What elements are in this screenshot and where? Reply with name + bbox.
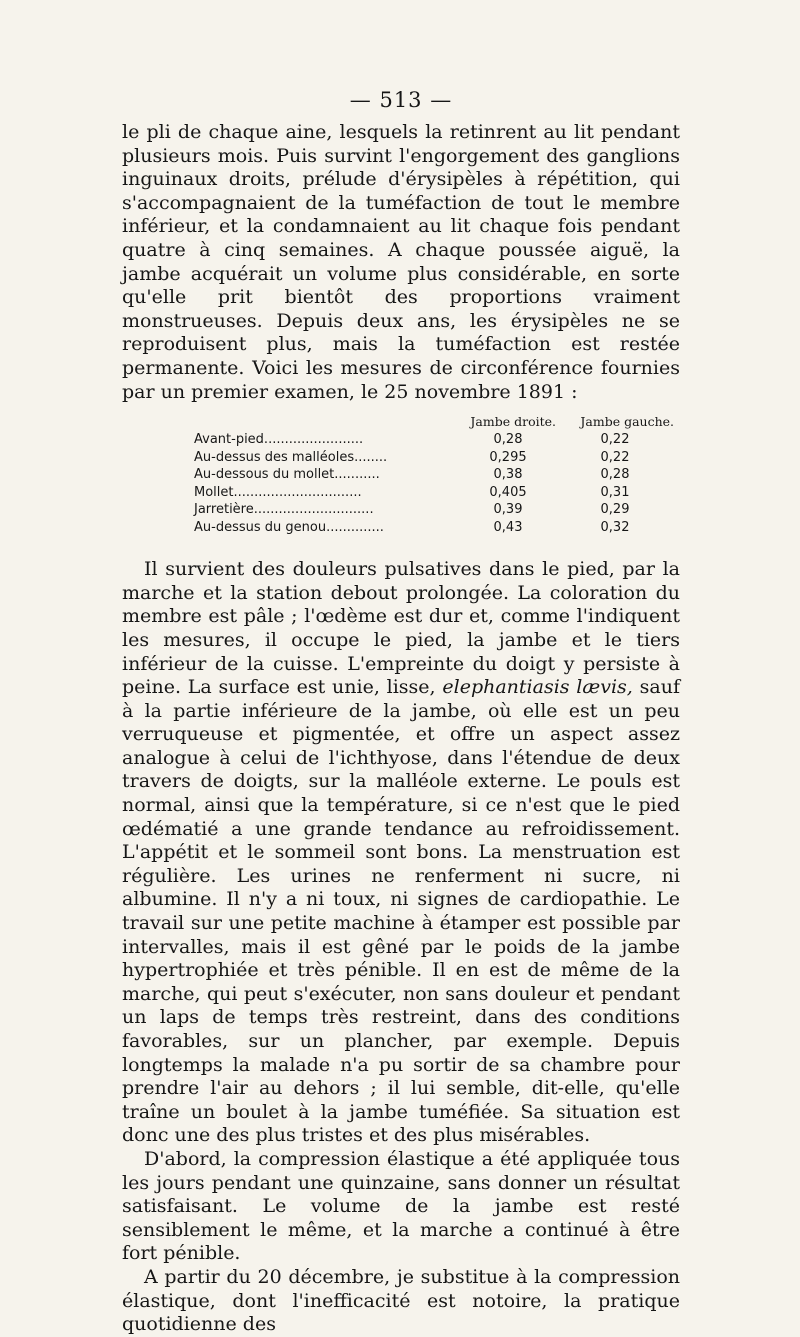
page-number: — 513 — — [349, 88, 453, 112]
table-row — [194, 431, 674, 449]
right-leg-value: 0,28 — [493, 432, 523, 448]
row-label: Au-dessous du mollet........... — [194, 467, 380, 483]
left-leg-value: 0,29 — [600, 502, 630, 518]
table-header-row — [194, 414, 674, 431]
row-label: Jarretière............................. — [194, 502, 374, 518]
left-leg-value: 0,22 — [600, 432, 630, 448]
paragraph-4: A partir du 20 décembre, je substitue à la compression élastique, dont l'inefficacité est notoire, la pratique quotidienne des — [122, 1265, 680, 1336]
left-leg-value: 0,31 — [600, 484, 630, 500]
table-row — [194, 484, 674, 502]
paragraph-3: D'abord, la compression élastique a été appliquée tous les jours pendant une quinzaine, sans donner un résultat satisfaisant. Le volume de la jambe est resté sensiblement le même, et la marche a continué à être fort pénible. — [122, 1147, 680, 1265]
right-leg-value: 0,39 — [493, 502, 523, 518]
header-left-leg: Jambe gauche. — [580, 414, 674, 430]
row-label: Avant-pied........................ — [194, 432, 364, 448]
header-right-leg: Jambe droite. — [470, 414, 556, 430]
book-page — [122, 88, 680, 1337]
paragraph-2-italic-term: elephantiasis lævis, — [442, 676, 633, 699]
paragraph-1: le pli de chaque aine, lesquels la retinrent au lit pendant plusieurs mois. Puis survint l'engorgement des ganglions inguinaux droits, prélude d'érysipèles à répétition, qui s'accompagnaient de la tuméfaction de tout le membre inférieur, et la condamnaient au lit chaque fois pendant quatre à cinq semaines. A chaque poussée aiguë, la jambe acquérait un volume plus considérable, en sorte qu'elle prit bientôt des proportions vraiment monstrueuses. Depuis deux ans, les érysipèles ne se reproduisent plus, mais la tuméfaction est restée permanente. Voici les mesures de circonférence fournies par un premier examen, le 25 novembre 1891 : — [122, 121, 680, 403]
left-leg-value: 0,28 — [600, 467, 630, 483]
paragraph-2-part-1: Il survient des douleurs pulsatives dans le pied, par la marche et la station debout prolongée. La coloration du membre est pâle ; l'œdème est dur et, comme l'indiquent les mesures, il occupe le pied, la jambe et le tiers inférieur de la cuisse. L'empreinte du doigt y persiste à peine. La surface est unie, lisse, — [122, 558, 680, 699]
right-leg-value: 0,295 — [489, 449, 527, 465]
paragraph-2 — [122, 558, 680, 1148]
table-row — [194, 501, 674, 519]
right-leg-value: 0,43 — [493, 519, 523, 535]
right-leg-value: 0,38 — [493, 467, 523, 483]
table-row — [194, 519, 674, 537]
table-row — [194, 466, 674, 484]
measurement-table — [194, 414, 674, 536]
left-leg-value: 0,32 — [600, 519, 630, 535]
row-label: Au-dessus des malléoles........ — [194, 449, 388, 465]
left-leg-value: 0,22 — [600, 449, 630, 465]
table-row — [194, 449, 674, 467]
row-label: Mollet............................... — [194, 484, 362, 500]
right-leg-value: 0,405 — [489, 484, 527, 500]
paragraph-2-part-2: sauf à la partie inférieure de la jambe, où elle est un peu verruqueuse et pigmentée, et offre un aspect assez analogue à celui de l'ichthyose, dans l'étendue de deux travers de doigts, sur la malléole externe. Le pouls est normal, ainsi que la température, si ce n'est que le pied œdématié a une grande tendance au refroidissement. L'appétit et le sommeil sont bons. La menstruation est régulière. Les urines ne renferment ni sucre, ni albumine. Il n'y a ni toux, ni signes de cardiopathie. Le travail sur une petite machine à étamper est possible par intervalles, mais il est gêné par le poids de la jambe hypertrophiée et très pénible. Il en est de même de la marche, qui peut s'exécuter, non sans douleur et pendant un laps de temps très restreint, dans des conditions favorables, sur un plancher, par exemple. Depuis longtemps la malade n'a pu sortir de sa chambre pour prendre l'air au dehors ; il lui semble, dit-elle, qu'elle traîne un boulet à la jambe tuméfiée. Sa situation est donc une des plus tristes et des plus misérables. — [122, 676, 680, 1147]
row-label: Au-dessus du genou.............. — [194, 519, 384, 535]
